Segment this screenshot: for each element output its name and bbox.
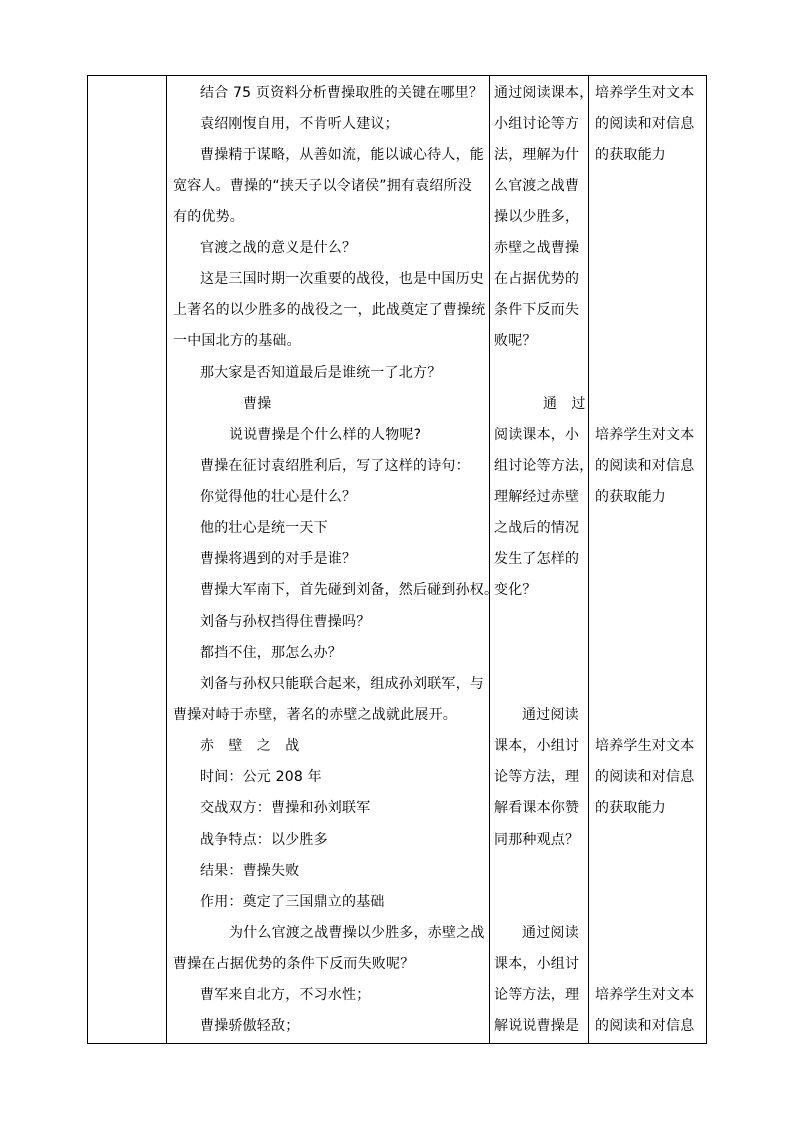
content-line: 为什么官渡之战曹操以少胜多，赤壁之战 bbox=[229, 925, 485, 941]
content-line: 官渡之战的意义是什么？ bbox=[200, 240, 357, 256]
column-divider-3 bbox=[588, 75, 589, 1044]
content-line: 刘备与孙权只能联合起来，组成孙刘联军，与 bbox=[200, 676, 484, 692]
content-line: 他的壮心是统一天下 bbox=[200, 520, 328, 536]
content-line: 曹操大军南下，首先碰到刘备，然后碰到孙权。 bbox=[200, 582, 499, 598]
content-line: 你觉得他的壮心是什么？ bbox=[200, 489, 357, 505]
content-line: 宽容人。曹操的“挟天子以令诸侯”拥有袁绍所没 bbox=[173, 178, 472, 194]
design-intent-line: 培养学生对文本 bbox=[595, 85, 695, 101]
student-activity-line: 变化？ bbox=[494, 582, 537, 598]
content-line: 曹操骄傲轻敌； bbox=[200, 1018, 300, 1034]
student-activity-line: 发生了怎样的 bbox=[494, 551, 580, 567]
content-line: 战争特点：以少胜多 bbox=[200, 832, 328, 848]
student-activity-line: 在占据优势的 bbox=[494, 271, 580, 287]
content-line: 说说曹操是个什么样的人物呢? bbox=[229, 427, 422, 443]
student-activity-line: 条件下反而失 bbox=[494, 302, 580, 318]
student-activity-line: 小组讨论等方 bbox=[494, 116, 580, 132]
student-activity-line: 论等方法，理 bbox=[494, 987, 580, 1003]
content-line: 时间：公元 208 年 bbox=[200, 769, 322, 785]
column-divider-2 bbox=[489, 75, 490, 1044]
content-line: 有的优势。 bbox=[173, 209, 244, 225]
student-activity-line: 同那种观点？ bbox=[494, 832, 580, 848]
student-activity-line: 解说说曹操是 bbox=[494, 1018, 580, 1034]
student-activity-line: 阅读课本，小 bbox=[494, 427, 580, 443]
column-divider-1 bbox=[166, 75, 167, 1044]
content-line: 作用：奠定了三国鼎立的基础 bbox=[200, 894, 385, 910]
student-activity-line: 赤壁之战曹操 bbox=[494, 240, 580, 256]
table-bottom-border bbox=[87, 1043, 707, 1044]
content-line: 曹军来自北方，不习水性； bbox=[200, 987, 371, 1003]
design-intent-line: 的阅读和对信息 bbox=[595, 1018, 695, 1034]
student-activity-line: 解看课本你赞 bbox=[494, 800, 580, 816]
student-activity-line: 通过阅读 bbox=[522, 925, 579, 941]
design-intent-line: 培养学生对文本 bbox=[595, 987, 695, 1003]
design-intent-line: 的获取能力 bbox=[595, 147, 666, 163]
student-activity-line: 么官渡之战曹 bbox=[494, 178, 580, 194]
student-activity-line: 通过阅读课本， bbox=[494, 85, 594, 101]
student-activity-line: 论等方法，理 bbox=[494, 769, 580, 785]
content-line: 刘备与孙权挡得住曹操吗？ bbox=[200, 614, 371, 630]
content-line: 那大家是否知道最后是谁统一了北方？ bbox=[200, 365, 442, 381]
content-line: 一中国北方的基础。 bbox=[173, 333, 301, 349]
student-activity-line: 组讨论等方法， bbox=[494, 458, 594, 474]
content-line: 曹操在占据优势的条件下反而失败呢？ bbox=[173, 956, 415, 972]
content-line: 上著名的以少胜多的战役之一，此战奠定了曹操统 bbox=[173, 302, 486, 318]
student-activity-line: 通过阅读 bbox=[522, 707, 579, 723]
table-top-border bbox=[87, 75, 707, 76]
design-intent-line: 的阅读和对信息 bbox=[595, 458, 695, 474]
content-line: 结果：曹操失败 bbox=[200, 863, 300, 879]
design-intent-line: 培养学生对文本 bbox=[595, 738, 695, 754]
content-line: 交战双方：曹操和孙刘联军 bbox=[200, 800, 371, 816]
table-left-border bbox=[87, 75, 88, 1044]
content-line: 曹操将遇到的对手是谁？ bbox=[200, 551, 357, 567]
student-activity-line: 理解经过赤壁 bbox=[494, 489, 580, 505]
design-intent-line: 的阅读和对信息 bbox=[595, 769, 695, 785]
student-activity-line: 操以少胜多， bbox=[494, 209, 580, 225]
student-activity-line: 法，理解为什 bbox=[494, 147, 580, 163]
content-line: 曹操在征讨袁绍胜利后，写了这样的诗句： bbox=[200, 458, 470, 474]
content-line: 都挡不住，那怎么办？ bbox=[200, 645, 342, 661]
design-intent-line: 培养学生对文本 bbox=[595, 427, 695, 443]
student-activity-line: 课本，小组讨 bbox=[494, 738, 580, 754]
content-line: 袁绍刚愎自用，不肯听人建议； bbox=[200, 116, 399, 132]
table-right-border bbox=[706, 75, 707, 1044]
design-intent-line: 的获取能力 bbox=[595, 489, 666, 505]
content-line: 曹操精于谋略，从善如流，能以诚心待人，能 bbox=[200, 147, 484, 163]
content-line: 这是三国时期一次重要的战役，也是中国历史 bbox=[200, 271, 484, 287]
design-intent-line: 的获取能力 bbox=[595, 800, 666, 816]
student-activity-line: 通 过 bbox=[543, 396, 586, 412]
content-line: 赤 壁 之 战 bbox=[200, 738, 300, 754]
design-intent-line: 的阅读和对信息 bbox=[595, 116, 695, 132]
student-activity-line: 课本，小组讨 bbox=[494, 956, 580, 972]
student-activity-line: 之战后的情况 bbox=[494, 520, 580, 536]
content-line: 结合 75 页资料分析曹操取胜的关键在哪里？ bbox=[200, 85, 484, 101]
student-activity-line: 败呢？ bbox=[494, 333, 537, 349]
content-line: 曹操对峙于赤壁，著名的赤壁之战就此展开。 bbox=[173, 707, 457, 723]
content-line: 曹操 bbox=[243, 396, 272, 412]
